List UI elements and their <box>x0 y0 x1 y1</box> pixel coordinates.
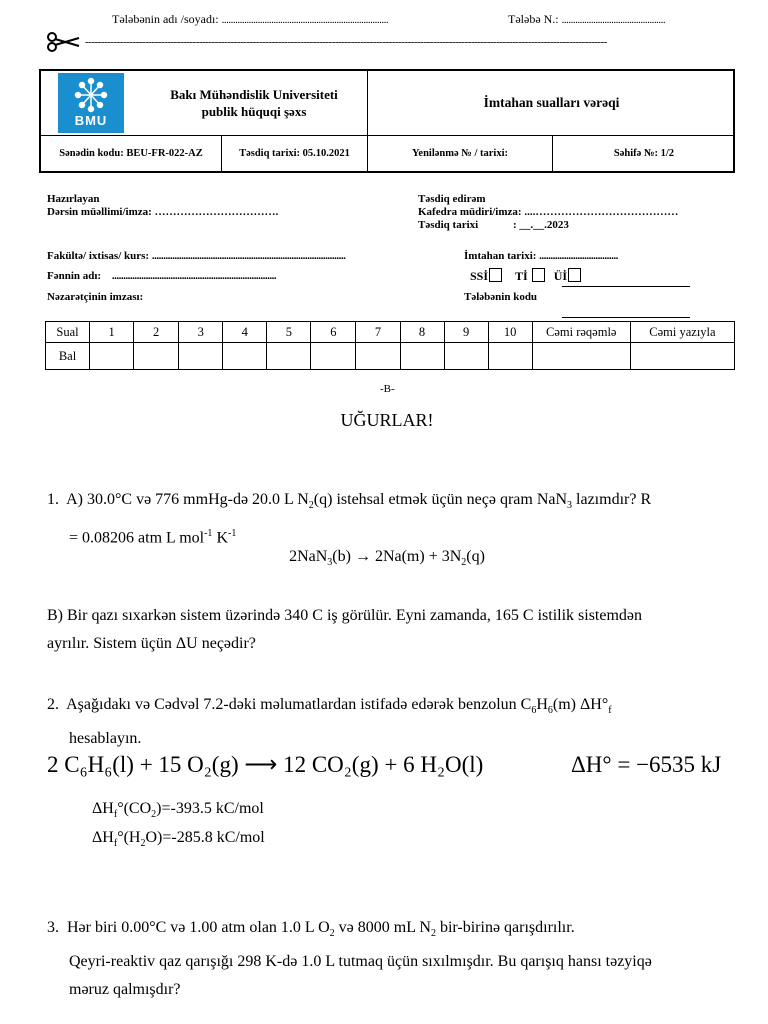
approve-date-line <box>418 219 678 232</box>
score-row-label: Bal <box>46 343 90 370</box>
score-values-row <box>46 343 735 370</box>
question-col-6: 6 <box>311 322 356 343</box>
q3-text: Hər biri 0.00°C və 1.00 atm olan 1.0 L O <box>67 919 330 936</box>
q2-data-text: ΔH <box>92 829 114 846</box>
score-cell[interactable] <box>444 343 488 370</box>
subject-dots: ......................................................................... <box>111 270 277 282</box>
score-header-row <box>46 322 735 343</box>
prepared-label: Hazırlayan <box>47 193 100 205</box>
sum-words-header: Cəmi yazıyla <box>630 322 734 343</box>
student-name-dots: .......................................................................... <box>221 14 389 26</box>
q1-reaction-equation <box>0 543 768 577</box>
cut-dashes: --------------------------------------------------------------------------------------------------------------------------------------------------------------------- <box>85 36 607 48</box>
score-table <box>45 321 735 370</box>
head-signature-line <box>418 206 678 219</box>
q1-line1 <box>47 486 737 520</box>
q3-number: 3. <box>47 919 59 936</box>
student-number-label: Tələbə N.: <box>508 12 559 26</box>
question-col-9: 9 <box>444 322 488 343</box>
q1b-line2: ayrılır. Sistem üçün ΔU neçədir? <box>47 635 256 652</box>
good-luck-heading: UĞURLAR! <box>340 410 434 430</box>
question-col-7: 7 <box>356 322 400 343</box>
q2-equation-text: 2 C₆H₆(l) + 15 O₂(g) ⟶ 12 CO₂(g) + 6 H₂O(l) <box>47 752 484 777</box>
q1-eq-sub: 2 <box>461 557 467 569</box>
score-cell[interactable] <box>311 343 356 370</box>
university-name-line2: publik hüquqi şəxs <box>201 104 307 119</box>
approve-date-label: Təsdiq tarixi <box>418 219 479 231</box>
q2-data-text: ΔH <box>92 800 114 817</box>
ui-checkbox[interactable] <box>568 268 581 282</box>
document-header <box>39 69 735 173</box>
option-ssi-label: SSİ <box>470 269 489 283</box>
q1-eq-part: (q) <box>466 548 485 565</box>
q2-sub: 6 <box>531 705 537 717</box>
q2-sub: f <box>608 705 612 717</box>
student-number-line <box>508 12 665 27</box>
subject-line <box>47 270 276 282</box>
q1-text-b: (q) istehsal etmək üçün neçə qram NaN <box>313 491 568 508</box>
faculty-label: Fakültə/ ixtisas/ kurs: <box>47 250 150 262</box>
molecule-logo-icon <box>58 75 124 115</box>
revision-info: Yenilənmə № / tarixi: <box>412 148 508 159</box>
page-number: Səhifə №: 1/2 <box>613 148 675 159</box>
sum-words-cell[interactable] <box>630 343 734 370</box>
q1-text-e: K <box>212 529 228 547</box>
approval-block <box>418 193 678 232</box>
q2-data-sub: 2 <box>151 809 157 821</box>
q3-line3: məruz qalmışdır? <box>69 981 181 999</box>
q2-data-text: )=-393.5 kC/mol <box>156 800 264 817</box>
question-col-10: 10 <box>488 322 532 343</box>
q1-text-c: lazımdır? R <box>572 491 652 508</box>
university-name <box>141 79 367 127</box>
q1-sub: 3 <box>567 500 573 512</box>
question-2 <box>47 691 747 753</box>
q2-text: H <box>536 696 548 713</box>
q1b-line1: B) Bir qazı sıxarkən sistem üzərində 340 C iş görülür. Eyni zamanda, 165 C istilik sistemdən <box>47 607 643 624</box>
q2-data-text: O)=-285.8 kC/mol <box>145 829 265 846</box>
q2-number: 2. <box>47 696 59 713</box>
document-title: İmtahan sualları vərəqi <box>483 95 620 110</box>
q1-sup: -1 <box>228 528 237 540</box>
q2-enthalpy-value: ΔH° = −6535 kJ <box>571 752 722 777</box>
q1-eq-part: 2NaN <box>289 548 328 565</box>
q3-text: bir-birinə qarışdırılır. <box>435 919 575 936</box>
exam-date-label: İmtahan tarixi: <box>464 250 537 262</box>
student-code-label: Tələbənin kodu <box>464 291 538 303</box>
question-3 <box>47 914 747 1004</box>
subject-label: Fənnin adı: <box>47 270 102 282</box>
university-logo <box>58 73 124 133</box>
q2-text: (m) ΔH° <box>552 696 609 713</box>
supervisor-signature-label: Nəzarətçinin imzası: <box>47 291 144 303</box>
score-cell[interactable] <box>90 343 134 370</box>
q3-sub: 2 <box>329 928 335 940</box>
question-col-3: 3 <box>179 322 223 343</box>
question-col-5: 5 <box>267 322 311 343</box>
q2-data-text: °(H <box>117 829 141 846</box>
student-code-field[interactable] <box>562 286 690 318</box>
score-cell[interactable] <box>356 343 400 370</box>
q2-data-sub: f <box>113 809 118 821</box>
student-name-line <box>112 12 388 27</box>
teacher-signature-line <box>47 206 278 219</box>
logo-text: BMU <box>74 113 108 128</box>
student-number-dots: .............................................. <box>561 14 666 26</box>
q2-line2: hesablayın. <box>69 730 142 748</box>
exam-type-options <box>470 268 581 284</box>
q3-line1 <box>47 914 747 948</box>
question-col-1: 1 <box>90 322 134 343</box>
question-row-label: Sual <box>46 322 90 343</box>
q1-eq-sub: 3 <box>327 557 333 569</box>
ti-checkbox[interactable] <box>532 268 545 282</box>
q3-sub: 2 <box>430 928 436 940</box>
score-cell[interactable] <box>179 343 223 370</box>
sum-digits-cell[interactable] <box>532 343 630 370</box>
q1-text-a: A) 30.0°C və 776 mmHg-də 20.0 L N <box>66 491 309 508</box>
cut-line <box>45 32 725 52</box>
option-ui-label: Üİ <box>553 269 568 283</box>
q2-data-sub: f <box>113 838 118 850</box>
q1-text-d: = 0.08206 atm L mol <box>69 529 205 547</box>
exam-date-dots: ................................... <box>539 250 618 262</box>
head-label: Kafedra müdiri/imza: .... <box>418 206 536 218</box>
q1-sub: 2 <box>308 500 314 512</box>
score-cell[interactable] <box>267 343 311 370</box>
head-dots: ………………………………… <box>535 206 679 218</box>
score-cell[interactable] <box>400 343 444 370</box>
q2-data-text: °(CO <box>117 800 152 817</box>
option-ti-label: Tİ <box>515 269 528 283</box>
prepared-by-block <box>47 193 278 219</box>
question-col-2: 2 <box>134 322 179 343</box>
approve-date-value: : __.__.2023 <box>512 219 569 231</box>
question-col-4: 4 <box>223 322 267 343</box>
document-code: Sənədin kodu: BEU-FR-022-AZ <box>59 148 203 159</box>
approval-date: Təsdiq tarixi: 05.10.2021 <box>239 148 350 159</box>
q2-combustion-equation <box>47 752 483 778</box>
q2-sub: 6 <box>547 705 553 717</box>
q1-number: 1. <box>47 491 59 508</box>
q2-text: Aşağıdakı və Cədvəl 7.2-dəki məlumatlardan istifadə edərək benzolun C <box>66 696 532 713</box>
q1-eq-part: (b) → 2Na(m) + 3N <box>332 548 462 565</box>
sum-digits-header: Cəmi rəqəmlə <box>532 322 630 343</box>
student-name-label: Tələbənin adı /soyadı: <box>112 12 219 26</box>
q2-line1 <box>47 691 747 725</box>
score-cell[interactable] <box>488 343 532 370</box>
faculty-dots: ...................................................................................... <box>151 250 346 262</box>
q3-line2: Qeyri-reaktiv qaz qarışığı 298 K-də 1.0 L tutmaq üçün sıxılmışdır. Bu qarışıq hansı təzyiqə <box>69 953 652 971</box>
variant-label: -B- <box>380 383 395 395</box>
ssi-checkbox[interactable] <box>489 268 502 282</box>
teacher-dots: ……………………………. <box>154 206 279 218</box>
faculty-line <box>47 250 345 262</box>
q3-text: və 8000 mL N <box>334 919 431 936</box>
approve-label: Təsdiq edirəm <box>418 193 486 205</box>
q2-data-h2o <box>92 824 265 858</box>
q2-data-sub: 2 <box>140 838 146 850</box>
teacher-label: Dərsin müəllimi/imza: <box>47 206 152 218</box>
scissors-icon <box>45 32 81 52</box>
question-col-8: 8 <box>400 322 444 343</box>
exam-date-line <box>464 250 618 262</box>
university-name-line1: Bakı Mühəndislik Universiteti <box>170 87 338 102</box>
question-1-part-b <box>47 602 747 658</box>
score-cell[interactable] <box>223 343 267 370</box>
q1-sup: -1 <box>204 528 213 540</box>
score-cell[interactable] <box>134 343 179 370</box>
